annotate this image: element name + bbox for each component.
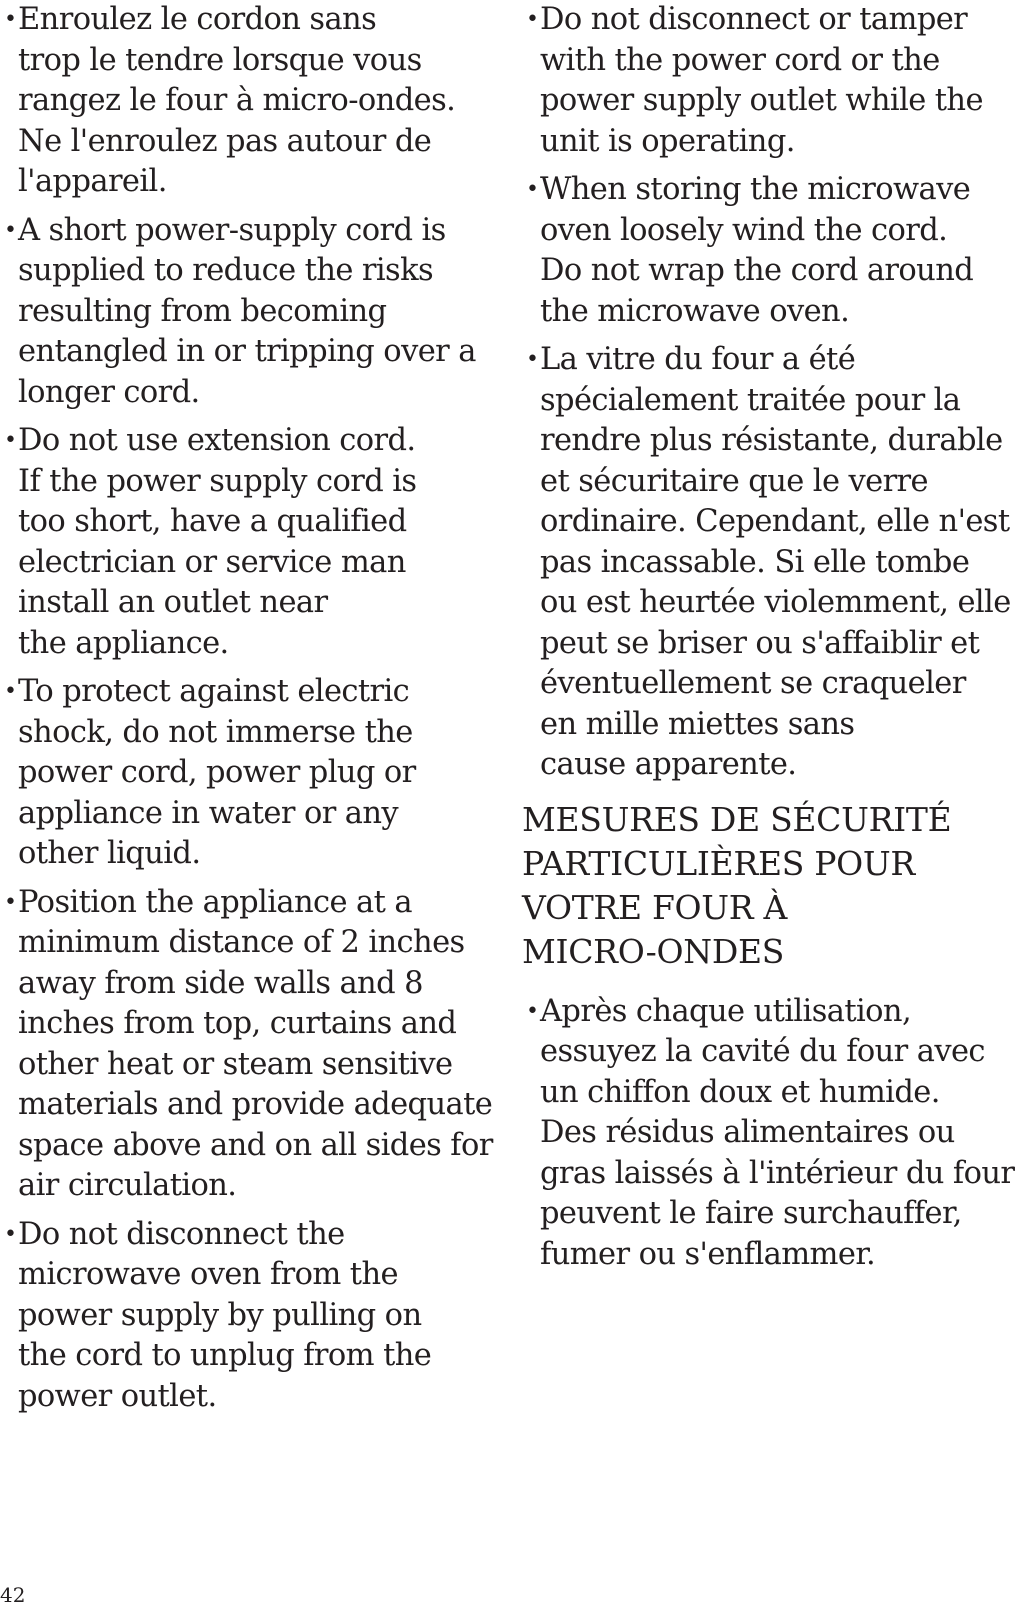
list-item [522,170,1028,332]
list-item [0,1215,500,1418]
bullet-marker: • [4,1221,17,1247]
list-item-text: Do not disconnect the microwave oven from the power supply by pulling on the cord to unplug from the power outlet. [18,1216,432,1414]
list-item-text: When storing the microwave oven loosely wind the cord. Do not wrap the cord around the microwave oven. [540,172,974,329]
list-item [0,883,500,1207]
bullet-marker: • [526,998,539,1024]
bullet-marker: • [526,7,539,32]
page-number: 42 [0,1583,26,1607]
list-item-text: Enroulez le cordon sans trop le tendre lorsque vous rangez le four à micro-ondes. Ne l'enroulez pas autour de l'appareil. [18,2,456,199]
list-item-text: Do not disconnect or tamper with the power cord or the power supply outlet while the unit is operating. [540,2,983,159]
left-bullet-list [0,0,500,1417]
list-item [0,421,500,664]
bullet-marker: • [4,7,17,32]
list-item [522,992,1028,1276]
right-bullet-list [522,0,1028,786]
list-item [0,211,500,414]
right-column [522,0,1028,1283]
list-item-text: La vitre du four a été spécialement traitée pour la rendre plus résistante, durable et sécuritaire que le verre ordinaire. Cependant, elle n'est pas incassable. Si elle tombe ou est heurtée violemment, elle peut se briser ou s'affaiblir et éventuellement se craqueler en mille miettes sans cause apparente. [540,342,1011,782]
left-column [0,0,500,1425]
list-item-text: A short power-supply cord is supplied to reduce the risks resulting from becoming entangled in or tripping over a longer cord. [18,212,476,410]
list-item [0,0,500,203]
list-item-text: To protect against electric shock, do not immerse the power cord, power plug or appliance in water or any other liquid. [18,674,416,871]
bullet-marker: • [526,347,539,372]
list-item-text: Position the appliance at a minimum distance of 2 inches away from side walls and 8 inches from top, curtains and other heat or steam sensitive materials and provide adequate space above and on all sides for air circulation. [18,884,493,1203]
bullet-marker: • [4,679,17,704]
list-item-text: Do not use extension cord. If the power supply cord is too short, have a qualified electrician or service man install an outlet near the appliance. [18,423,417,661]
list-item-text: Après chaque utilisation, essuyez la cavité du four avec un chiffon doux et humide. Des résidus alimentaires ou gras laissés à l'intérieur du four peuvent le faire surchauffer, fumer ou s'enflammer. [540,993,1015,1272]
list-item [522,0,1028,162]
bullet-marker: • [4,889,17,915]
section-heading: MESURES DE SÉCURITÉ PARTICULIÈRES POUR VOTRE FOUR À MICRO-ONDES [522,799,952,971]
right-bullet-list-after-heading [522,992,1028,1276]
bullet-marker: • [4,428,17,453]
bullet-marker: • [526,177,539,202]
list-item [522,340,1028,786]
bullet-marker: • [4,217,17,243]
list-item [0,672,500,875]
